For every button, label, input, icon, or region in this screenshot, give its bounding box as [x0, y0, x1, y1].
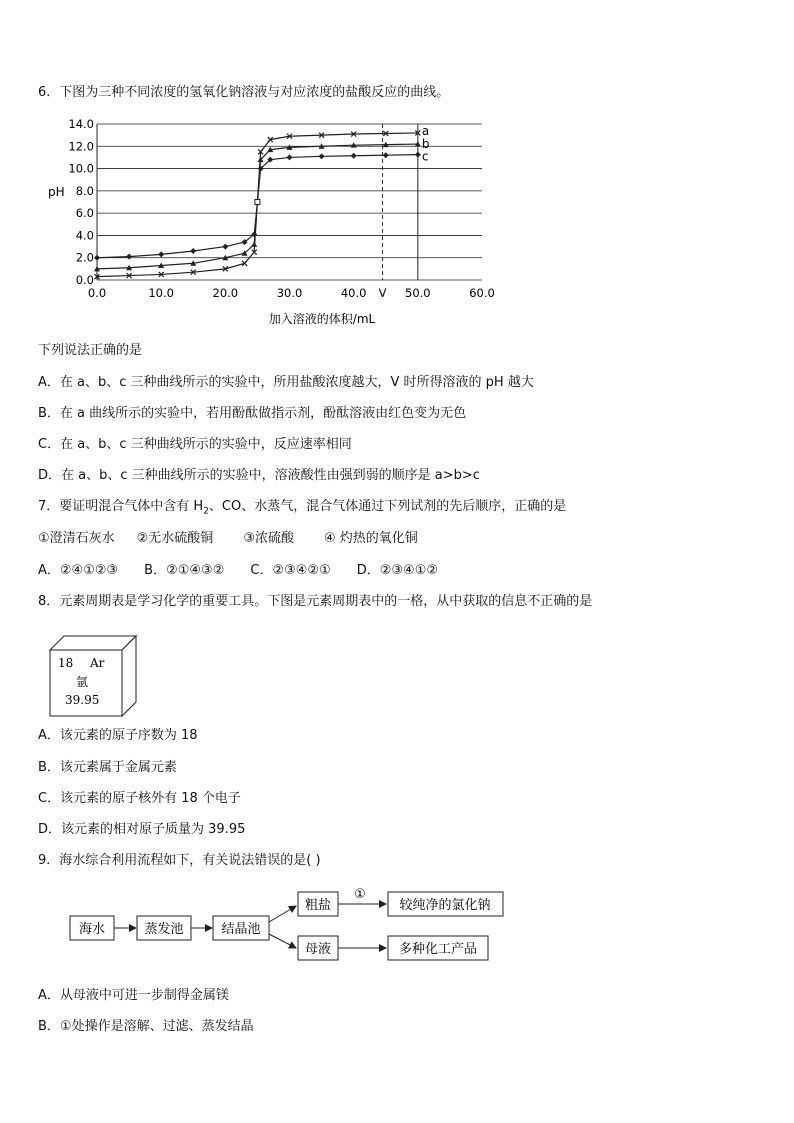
element-cell	[40, 626, 150, 722]
curve-c	[97, 155, 418, 258]
x-tick-label: V	[378, 286, 387, 300]
x-tick-label: 50.0	[405, 286, 431, 300]
point-c	[351, 153, 357, 159]
y-tick-label: 6.0	[75, 206, 94, 221]
q6-prompt: 下列说法正确的是	[38, 343, 143, 358]
point-c	[222, 244, 228, 250]
point-c	[287, 154, 293, 160]
y-tick-label: 4.0	[75, 228, 94, 243]
series-label-b: b	[421, 137, 430, 152]
q6-stem: 6．下图为三种不同浓度的氢氧化钠溶液与对应浓度的盐酸反应的曲线。	[38, 85, 450, 100]
y-tick-label: 0.0	[75, 273, 94, 287]
q7-reagents	[38, 530, 418, 548]
q7-reagent-2: ②无水硫酸铜	[136, 531, 214, 546]
q7-stem	[38, 498, 566, 521]
crude-salt-label: 粗盐	[304, 898, 332, 913]
element-symbol: Ar	[90, 656, 105, 670]
q7-option-b: B．②①④③②	[144, 563, 225, 578]
q8-option-d: D．该元素的相对原子质量为 39.95	[38, 822, 246, 837]
element-name: 氩	[76, 675, 89, 689]
q6-option-c: C．在 a、b、c 三种曲线所示的实验中，反应速率相同	[38, 437, 352, 452]
q7-option-c: C．②③④②①	[250, 563, 331, 578]
seawater-flowchart	[60, 880, 520, 974]
y-axis-label: pH	[48, 185, 65, 199]
y-tick-label: 2.0	[75, 250, 94, 265]
x-tick-label: 60.0	[469, 286, 495, 300]
q8-option-a: A．该元素的原子序数为 18	[38, 728, 198, 743]
products-label: 多种化工产品	[398, 942, 478, 957]
series-label-c: c	[421, 149, 429, 164]
q8-stem: 8．元素周期表是学习化学的重要工具。下图是元素周期表中的一格，从中获取的信息不正确的是	[38, 594, 593, 609]
y-tick-label: 10.0	[68, 161, 94, 176]
titration-chart-svg	[40, 112, 510, 332]
atomic-mass: 39.95	[65, 693, 100, 707]
q7-reagent-1: ①澄清石灰水	[38, 531, 115, 546]
q8-option-c: C．该元素的原子核外有 18 个电子	[38, 791, 241, 806]
q7-stem-subscript: 2	[203, 506, 209, 517]
q9-option-a: A．从母液中可进一步制得金属镁	[38, 988, 229, 1003]
x-tick-label: 0.0	[87, 286, 107, 300]
q6-option-a: A．在 a、b、c 三种曲线所示的实验中，所用盐酸浓度越大，V 时所得溶液的 pH 越大	[38, 375, 534, 390]
x-tick-label: 40.0	[340, 286, 367, 300]
point-c	[319, 153, 325, 159]
q7-option-a: A．②④①②③	[38, 563, 119, 578]
evaporation-label: 蒸发池	[144, 922, 184, 937]
q7-reagent-4: ④ 灼热的氧化铜	[323, 531, 418, 546]
q7-option-d: D．②③④①②	[356, 563, 439, 578]
series-label-a: a	[421, 123, 430, 138]
x-axis-label: 加入溶液的体积/mL	[268, 312, 376, 326]
pure-nacl-label: 较纯净的氯化钠	[399, 898, 491, 913]
point-c	[190, 248, 196, 254]
y-tick-label: 8.0	[75, 183, 94, 198]
point-b	[251, 241, 257, 247]
y-tick-label: 14.0	[68, 117, 94, 131]
point-c	[158, 251, 164, 257]
equivalence-point	[255, 200, 260, 205]
seawater-label: 海水	[78, 922, 106, 937]
mother-liquor-label: 母液	[304, 942, 332, 957]
point-c	[126, 254, 132, 260]
x-tick-label: 20.0	[212, 286, 239, 300]
point-c	[94, 255, 100, 261]
titration-chart	[40, 112, 510, 336]
element-cell-box	[40, 626, 150, 718]
x-tick-label: 10.0	[148, 286, 174, 300]
step-1-mark: ①	[354, 887, 366, 902]
q8-option-b: B．该元素属于金属元素	[38, 760, 177, 775]
atomic-number: 18	[58, 656, 74, 670]
q6-option-b: B．在 a 曲线所示的实验中，若用酚酞做指示剂，酚酞溶液由红色变为无色	[38, 406, 467, 421]
q9-option-b: B．①处操作是溶解、过滤、蒸发结晶	[38, 1019, 254, 1034]
x-tick-label: 30.0	[276, 286, 303, 300]
q9-stem: 9．海水综合利用流程如下，有关说法错误的是( )	[38, 853, 321, 868]
point-c	[415, 152, 421, 158]
flowchart-svg	[60, 880, 520, 970]
q7-stem-suffix: 、CO、水蒸气，混合气体通过下列试剂的先后顺序，正确的是	[208, 499, 567, 514]
q7-reagent-3: ③浓硫酸	[243, 531, 294, 546]
q7-stem-prefix: 7．要证明混合气体中含有 H	[38, 499, 204, 514]
point-c	[383, 152, 389, 158]
y-tick-label: 12.0	[68, 139, 94, 154]
crystallization-label: 结晶池	[221, 922, 261, 937]
q6-option-d: D．在 a、b、c 三种曲线所示的实验中，溶液酸性由强到弱的顺序是 a>b>c	[38, 468, 480, 483]
q7-options	[38, 562, 438, 580]
